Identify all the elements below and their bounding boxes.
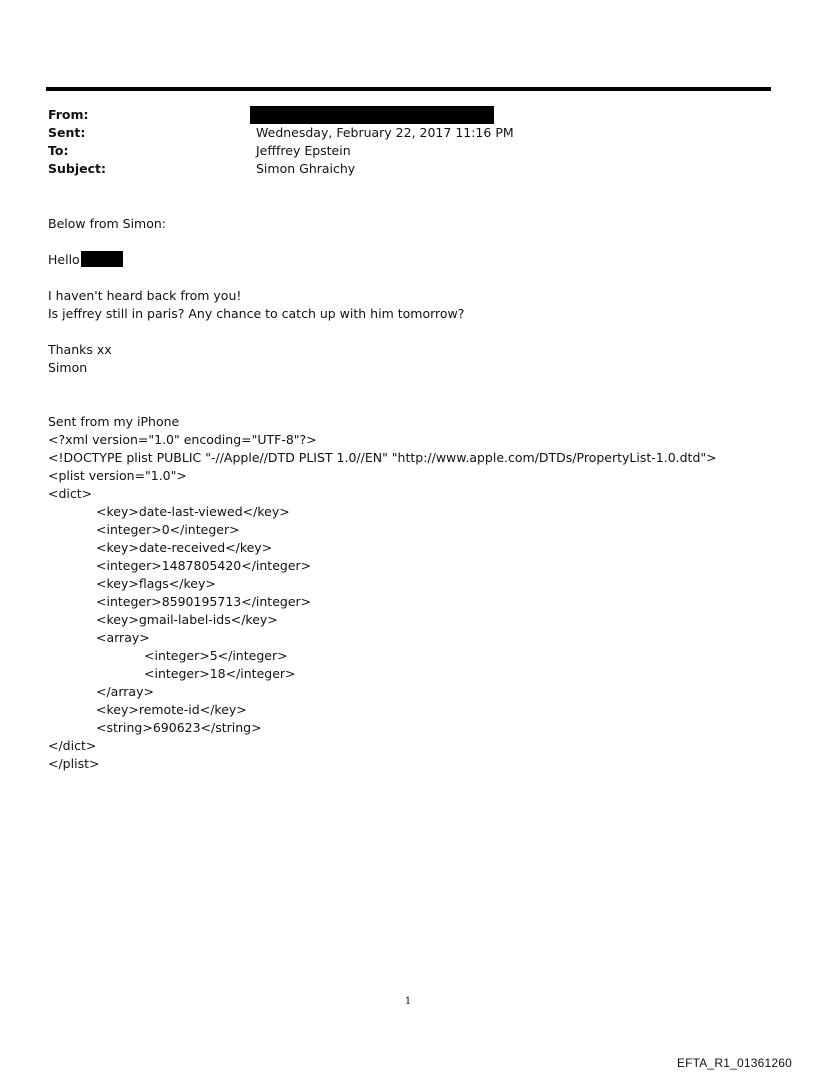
xml-line: <key>gmail-label-ids</key> xyxy=(96,612,278,627)
redacted-name-block xyxy=(81,251,123,267)
xml-line: <key>date-last-viewed</key> xyxy=(96,504,290,519)
document-id: EFTA_R1_01361260 xyxy=(676,1056,792,1070)
xml-dict-open: <dict> xyxy=(48,486,93,501)
header-divider xyxy=(46,87,771,91)
xml-declaration: <?xml version="1.0" encoding="UTF-8"?> xyxy=(48,432,317,447)
from-row xyxy=(48,106,748,124)
xml-line: </array> xyxy=(96,684,154,699)
xml-plist-close: </plist> xyxy=(48,756,100,771)
xml-line: <string>690623</string> xyxy=(96,720,262,735)
xml-line: <integer>8590195713</integer> xyxy=(96,594,312,609)
xml-line: <integer>1487805420</integer> xyxy=(96,558,312,573)
xml-line: <array> xyxy=(96,630,150,645)
xml-line: <integer>5</integer> xyxy=(144,648,288,663)
xml-doctype: <!DOCTYPE plist PUBLIC "-//Apple//DTD PLIST 1.0//EN" "http://www.apple.com/DTDs/PropertyList-1.0.dtd"> xyxy=(48,450,717,465)
intro-line: Below from Simon: xyxy=(48,216,167,231)
xml-dict-close: </dict> xyxy=(48,738,97,753)
plist-block xyxy=(48,431,788,773)
from-label: From: xyxy=(48,107,89,122)
greeting-line xyxy=(48,251,788,269)
xml-line: <integer>18</integer> xyxy=(144,666,296,681)
message-line-1: I haven't heard back from you! xyxy=(48,288,242,303)
to-value: Jefffrey Epstein xyxy=(256,143,351,158)
signature-line: Simon xyxy=(48,360,88,375)
sent-value: Wednesday, February 22, 2017 11:16 PM xyxy=(256,125,514,140)
thanks-line: Thanks xx xyxy=(48,342,112,357)
redacted-sender-block xyxy=(250,106,494,124)
subject-row xyxy=(48,160,748,178)
email-body xyxy=(48,215,788,773)
subject-label: Subject: xyxy=(48,161,106,176)
to-label: To: xyxy=(48,143,69,158)
to-row xyxy=(48,142,748,160)
xml-line: <integer>0</integer> xyxy=(96,522,240,537)
xml-plist-open: <plist version="1.0"> xyxy=(48,468,187,483)
email-header xyxy=(48,106,748,178)
sent-from-line: Sent from my iPhone xyxy=(48,414,180,429)
subject-value: Simon Ghraichy xyxy=(256,161,356,176)
message-line-2: Is jeffrey still in paris? Any chance to catch up with him tomorrow? xyxy=(48,306,465,321)
page-number: 1 xyxy=(404,996,412,1007)
greeting-text: Hello xyxy=(48,252,80,267)
xml-line: <key>date-received</key> xyxy=(96,540,273,555)
sent-label: Sent: xyxy=(48,125,86,140)
xml-line: <key>flags</key> xyxy=(96,576,216,591)
sent-row xyxy=(48,124,748,142)
xml-line: <key>remote-id</key> xyxy=(96,702,247,717)
